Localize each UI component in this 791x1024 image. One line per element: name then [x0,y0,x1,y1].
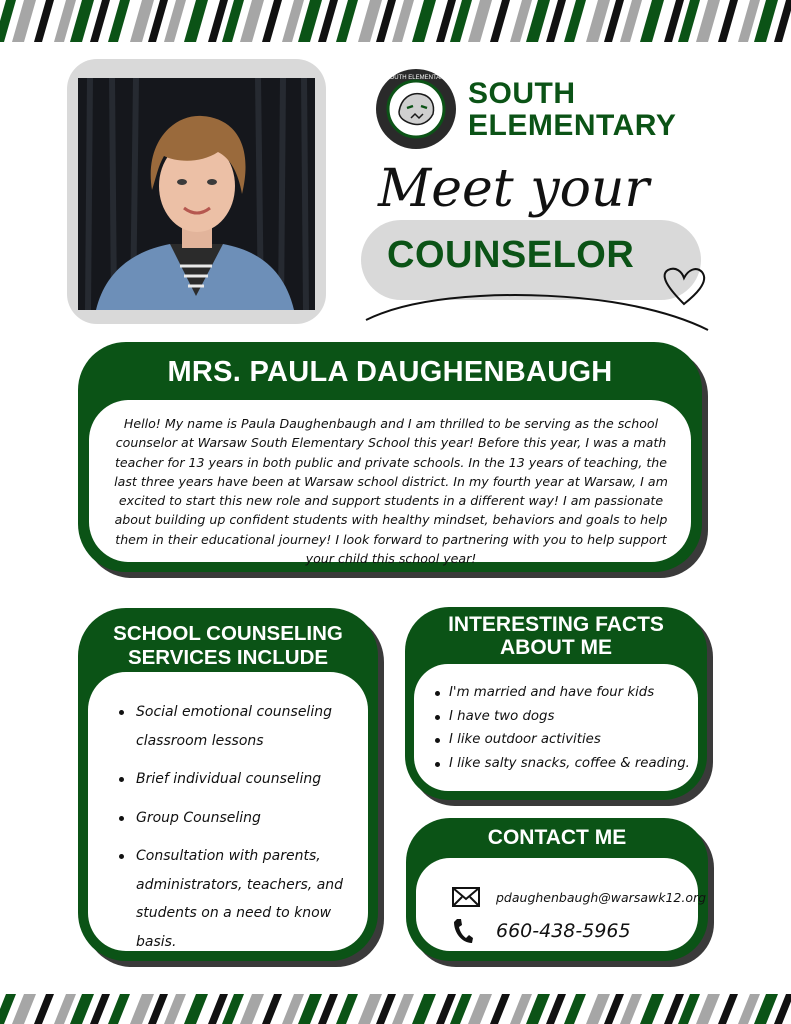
counselor-heading: COUNSELOR [387,234,635,276]
school-logo [356,68,476,150]
stripe [336,0,358,42]
list-item: I like outdoor activities [449,728,690,752]
bio-card [78,342,702,572]
heart-swoosh-decoration [362,262,712,336]
contact-title: CONTACT ME [487,826,627,849]
stripe [164,0,186,42]
school-name-line1: SOUTH [468,77,576,110]
facts-title-line1: INTERESTING FACTS [448,613,664,636]
list-item: Social emotional counseling classroom lessons [136,698,366,755]
stripe [468,994,492,1024]
email-row[interactable] [452,887,706,907]
stripe [262,0,282,42]
list-item: Consultation with parents, administrators, teachers, and students on a need to know basis. [136,842,366,956]
phone-row[interactable] [452,917,631,945]
photo-frame [67,59,326,324]
top-stripe-border [0,0,791,42]
school-name-line2: ELEMENTARY [468,109,677,142]
stripe [718,994,738,1024]
counselor-photo [78,78,315,310]
list-item: I'm married and have four kids [449,681,690,705]
school-name [468,78,676,142]
stripe [262,994,282,1024]
stripe [490,994,510,1024]
services-list [88,698,366,966]
meet-your-heading: Meet your [378,159,650,219]
list-item: I have two dogs [449,705,690,729]
stripe [184,0,208,42]
stripe [90,0,110,42]
contact-card [406,818,708,961]
stripe [240,0,264,42]
list-item: Group Counseling [136,804,366,833]
logo-ring-text: WARSAW SOUTH ELEMENTARY SCHOOL [356,75,476,81]
stripe [412,0,436,42]
stripe [468,0,492,42]
services-panel [88,672,368,951]
services-title [78,622,378,670]
stripe [774,994,791,1024]
bio-panel [89,400,691,567]
stripe [490,0,510,42]
stripe [318,994,338,1024]
stripe [412,994,436,1024]
stripe [90,994,110,1024]
facts-title-line2: ABOUT ME [500,636,612,659]
stripe [564,994,586,1024]
contact-panel [416,858,707,951]
services-title-line2: SERVICES INCLUDE [127,646,329,669]
stripe [640,0,664,42]
stripe [546,0,566,42]
stripe [718,0,738,42]
stripe [34,994,54,1024]
stripe [240,994,264,1024]
stripe [640,994,664,1024]
stripe [12,994,36,1024]
stripe [0,0,16,42]
stripe [392,0,414,42]
list-item: I like salty snacks, coffee & reading. [449,752,690,776]
stripe [564,0,586,42]
phone-icon [452,917,482,945]
stripe [184,994,208,1024]
envelope-icon [452,887,482,907]
stripe [12,0,36,42]
stripe [392,994,414,1024]
facts-card [405,607,707,800]
email-link[interactable]: pdaughenbaugh@warsawk12.org [496,889,707,905]
list-item: Brief individual counseling [136,765,366,794]
phone-link[interactable]: 660-438-5965 [496,920,631,942]
services-card [78,608,378,961]
facts-title [405,613,707,659]
stripe [696,0,720,42]
stripe [108,994,130,1024]
stripe [620,994,642,1024]
stripe [546,994,566,1024]
stripe [34,0,54,42]
bio-text: Hello! My name is Paula Daughenbaugh and I am thrilled to be serving as the school counselor at Warsaw South Elementary School this year! Before this year, I was a math teacher for 13 years in both public and private schools. In the 13 years of teaching, the last three years have been at Warsaw school district. In my fourth year at Warsaw, I am excited to start this new role and support students in a different way! I am passionate about building up confident students with healthy mindset, behaviors and goals to help them in their educational journey! I look forward to partnering with you to help support your child this school year! [114,416,668,567]
stripe [0,994,16,1024]
stripe [164,994,186,1024]
stripe [336,994,358,1024]
bottom-stripe-border [0,994,791,1024]
services-title-line1: SCHOOL COUNSELING [113,622,343,645]
counselor-name: MRS. PAULA DAUGHENBAUGH [167,356,613,388]
stripe [774,0,791,42]
stripe [620,0,642,42]
facts-list [414,681,690,775]
stripe [108,0,130,42]
stripe [318,0,338,42]
stripe [696,994,720,1024]
facts-panel [414,664,698,791]
